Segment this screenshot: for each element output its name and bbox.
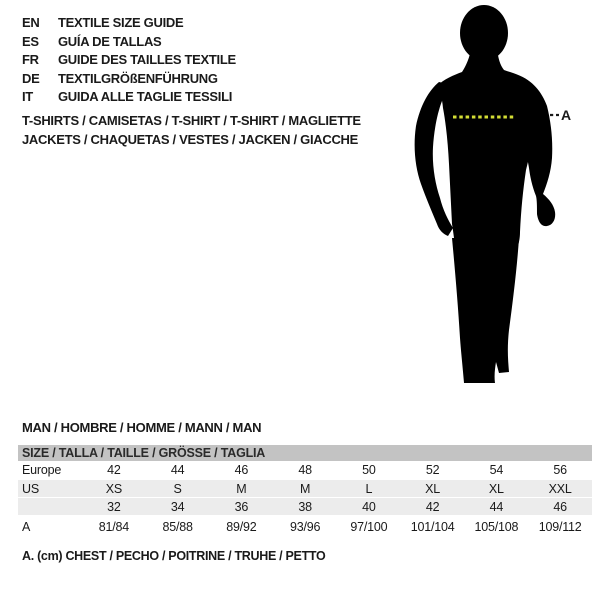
measurement-footnote: A. (cm) CHEST / PECHO / POITRINE / TRUHE / PETTO	[22, 549, 326, 563]
lang-row-fr	[22, 51, 236, 70]
row-label: A	[22, 519, 31, 534]
language-list	[22, 14, 236, 107]
table-row-europe	[18, 461, 592, 479]
size-table-header: SIZE / TALLA / TAILLE / GRÖSSE / TAGLIA	[18, 445, 592, 461]
lang-code: EN	[22, 15, 40, 30]
size-cell: 44	[489, 499, 504, 514]
size-cell: XS	[105, 481, 123, 496]
lang-code: IT	[22, 89, 33, 105]
size-cell: 46	[234, 463, 249, 477]
size-cell: 81/84	[98, 519, 130, 534]
size-cell: 42	[107, 463, 121, 477]
lang-code: FR	[22, 52, 39, 68]
size-cell: 93/96	[289, 519, 321, 534]
size-cell: 54	[489, 463, 504, 477]
lang-label: GUÍA DE TALLAS	[58, 33, 162, 49]
lang-row-es	[22, 33, 236, 52]
size-cell: 44	[170, 463, 185, 477]
size-cell: 48	[298, 463, 312, 477]
man-silhouette-svg	[398, 0, 578, 400]
size-cell: 56	[553, 463, 567, 477]
size-cell: 109/112	[538, 519, 582, 534]
measurement-figure	[398, 0, 578, 400]
size-cell: 101/104	[410, 519, 455, 534]
size-cell: XL	[425, 481, 441, 496]
size-cell: M	[236, 481, 247, 496]
table-row-chest-cm	[18, 516, 592, 537]
lang-row-en	[22, 14, 236, 33]
size-cell: 32	[107, 499, 121, 514]
size-cell: 38	[298, 499, 312, 514]
size-cell: 36	[234, 499, 249, 514]
category-line-tshirts: T-SHIRTS / CAMISETAS / T-SHIRT / T-SHIRT / MAGLIETTE	[22, 113, 361, 128]
lang-label: GUIDA ALLE TAGLIE TESSILI	[58, 89, 233, 105]
lang-label: TEXTILE SIZE GUIDE	[58, 15, 184, 30]
row-label: Europe	[22, 463, 62, 477]
size-cell: 34	[170, 499, 185, 514]
category-line-jackets: JACKETS / CHAQUETAS / VESTES / JACKEN / GIACCHE	[22, 132, 358, 147]
silhouette-legs	[452, 238, 519, 383]
size-cell: 50	[362, 463, 376, 477]
table-row-us-numeric	[18, 498, 592, 515]
size-cell: 40	[362, 499, 376, 514]
size-cell: M	[300, 481, 311, 496]
lang-code: DE	[22, 70, 40, 86]
lang-label: GUIDE DES TAILLES TEXTILE	[58, 52, 236, 68]
size-cell: 105/108	[474, 519, 519, 534]
garment-categories	[22, 111, 361, 149]
lang-row-de	[22, 70, 236, 89]
table-row-us	[18, 480, 592, 497]
lang-label: TEXTILGRÖßENFÜHRUNG	[58, 70, 218, 86]
size-cell: L	[365, 481, 373, 496]
size-cell: 89/92	[226, 519, 257, 534]
size-cell: 97/100	[350, 519, 388, 534]
size-cell: 42	[425, 499, 440, 514]
lang-code: ES	[22, 33, 39, 49]
size-cell: XL	[488, 481, 504, 496]
section-title-man: MAN / HOMBRE / HOMME / MANN / MAN	[22, 420, 262, 435]
size-cell: XXL	[548, 481, 572, 496]
row-label: US	[22, 481, 39, 496]
lang-row-it	[22, 88, 236, 107]
size-cell: 85/88	[162, 519, 193, 534]
size-cell: S	[173, 481, 182, 496]
measure-label-a: A	[561, 107, 572, 123]
size-cell: 52	[425, 463, 440, 477]
size-cell: 46	[553, 499, 567, 514]
size-table	[18, 445, 592, 537]
